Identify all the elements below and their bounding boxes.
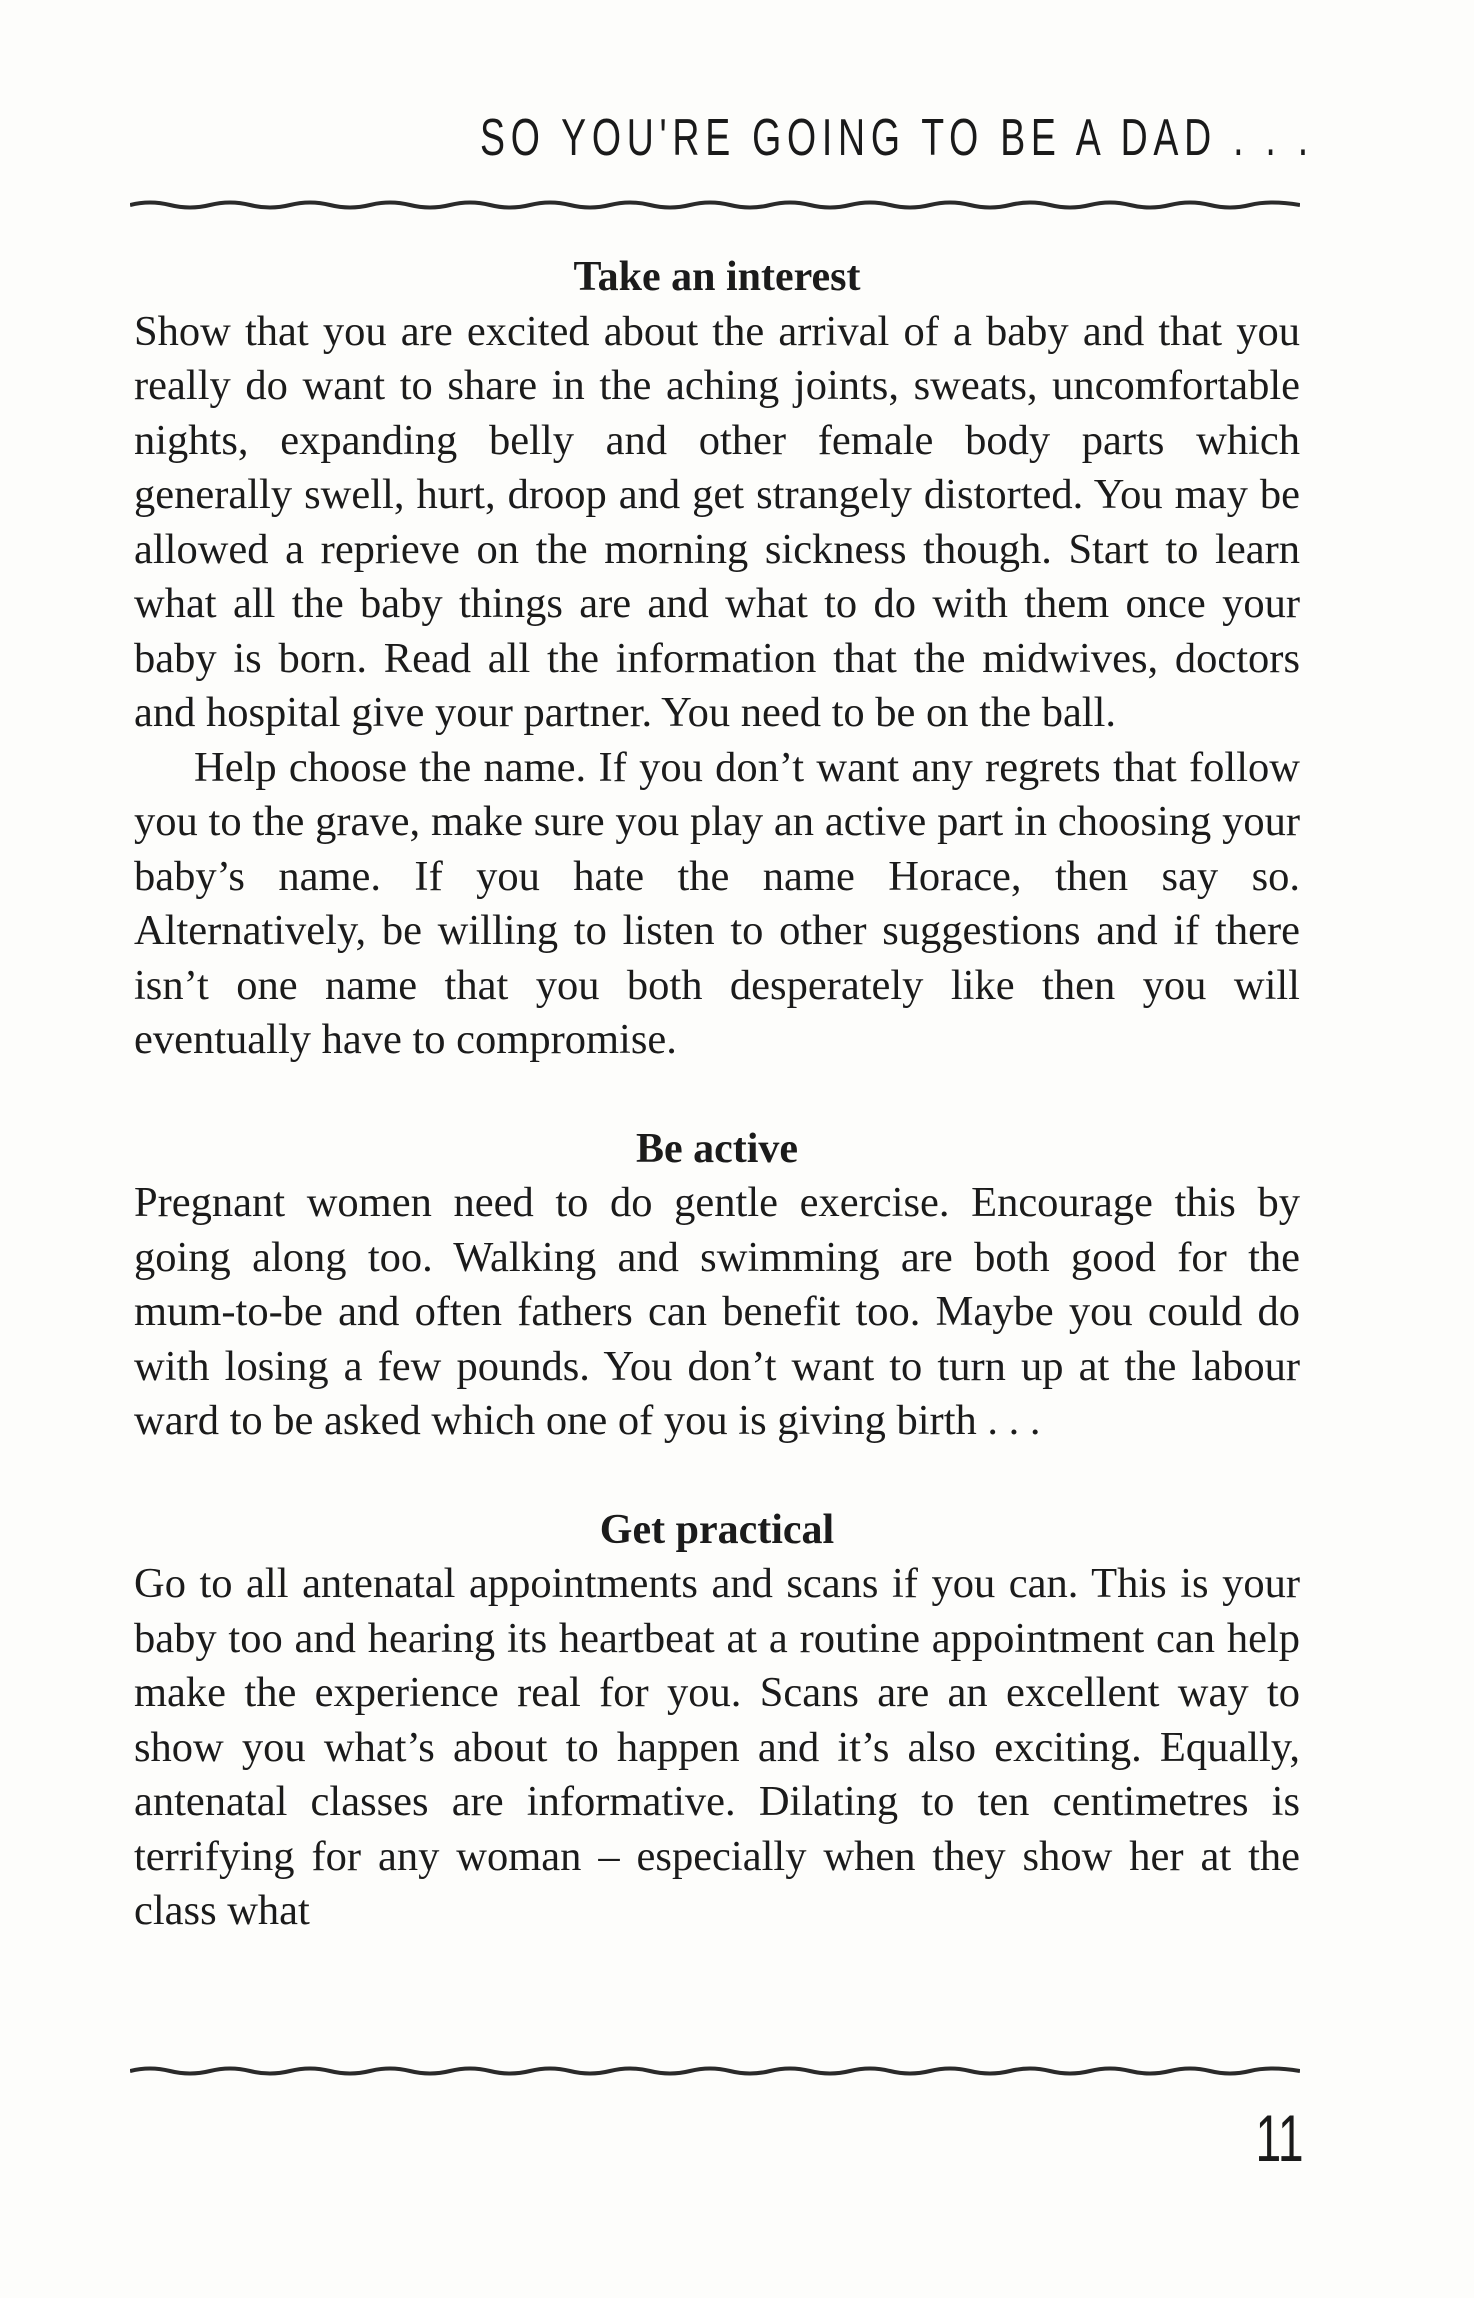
section-heading: Be active	[635, 1125, 799, 1172]
body-text	[134, 250, 1300, 1939]
section-heading: Get practical	[599, 1506, 835, 1553]
top-decorative-rule	[130, 198, 1300, 212]
bottom-decorative-rule	[130, 2064, 1300, 2078]
running-head: SO YOU'RE GOING TO BE A DAD . . .	[480, 109, 1314, 167]
paragraph: Pregnant women need to do gentle exercise. Encourage this by going along too. Walking and swimming are both good for the mum-to-be and often fathers can benefit too. Maybe you could do with losing a few pounds. You don’t want to turn up at the labour ward to be asked which one of you is giving birth . . .	[134, 1179, 1300, 1444]
paragraph: Help choose the name. If you don’t want any regrets that follow you to the grave, make sure you play an active part in choosing your baby’s name. If you hate the name Horace, then say so. Alternatively, be willing to listen to other suggestions and if there isn’t one name that you both desperately like then you will eventually have to compromise.	[134, 743, 1300, 1063]
page-number: 11	[1256, 2101, 1304, 2175]
section-heading: Take an interest	[573, 254, 861, 300]
paragraph: Show that you are excited about the arrival of a baby and that you really do want to share in the aching joints, sweats, uncomfortable nights, expanding belly and other female body parts which generally swell, hurt, droop and get strangely distorted. You may be allowed a reprieve on the morning sickness though. Start to learn what all the baby things are and what to do with them once your baby is born. Read all the information that the midwives, doctors and hospital give your partner. You need to be on the ball.	[134, 307, 1300, 736]
paragraph: Go to all antenatal appointments and scans if you can. This is your baby too and hearing its heartbeat at a routine appointment can help make the experience real for you. Scans are an excellent way to show you what’s about to happen and it’s also exciting. Equally, antenatal classes are informative. Dilating to ten centimetres is terrifying for any woman – especially when they show her at the class what	[134, 1560, 1300, 1934]
